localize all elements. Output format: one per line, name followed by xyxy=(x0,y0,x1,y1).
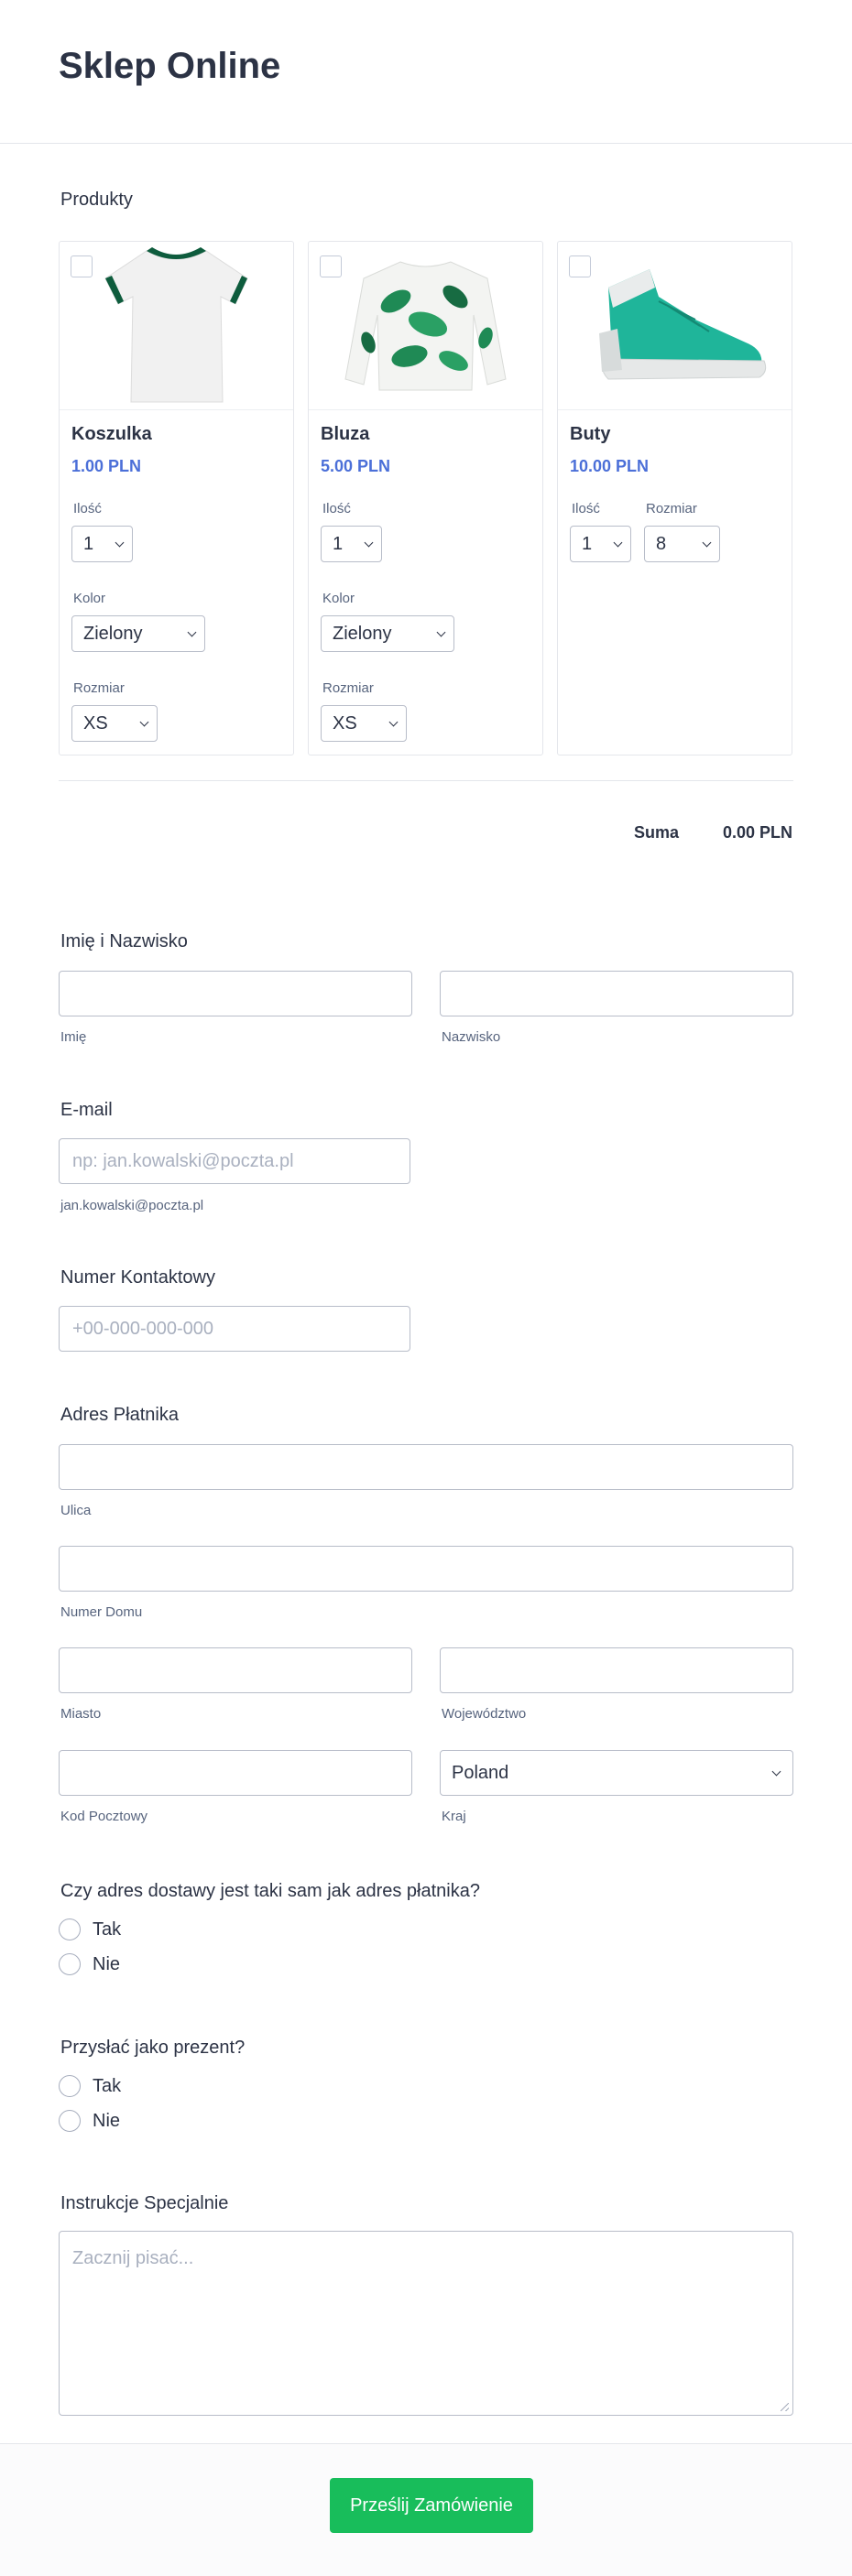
instructions-label: Instrukcje Specjalnie xyxy=(60,2193,229,2213)
chevron-down-icon xyxy=(188,628,197,637)
radio-circle xyxy=(59,1918,81,1940)
product-price: 5.00 PLN xyxy=(321,457,391,475)
size-label: Rozmiar xyxy=(322,680,374,696)
color-label: Kolor xyxy=(73,591,106,606)
radio-circle xyxy=(59,2110,81,2132)
product-price: 10.00 PLN xyxy=(570,457,650,475)
form-header xyxy=(0,0,852,144)
chevron-down-icon xyxy=(115,538,125,548)
city-sublabel: Miasto xyxy=(60,1706,102,1722)
quantity-select[interactable] xyxy=(321,526,382,562)
product-price: 1.00 PLN xyxy=(71,457,142,475)
first-name-input[interactable] xyxy=(59,971,412,1016)
quantity-select[interactable] xyxy=(570,526,631,562)
name-label: Imię i Nazwisko xyxy=(60,931,188,951)
sneaker-icon xyxy=(558,242,792,410)
color-label: Kolor xyxy=(322,591,355,606)
product-checkbox-bluza[interactable] xyxy=(320,255,342,277)
resize-handle-icon[interactable] xyxy=(781,2403,789,2411)
quantity-label: Ilość xyxy=(73,501,102,516)
instructions-placeholder: Zacznij pisać... xyxy=(72,2248,194,2268)
product-name: Buty xyxy=(570,424,611,444)
country-value: Poland xyxy=(452,1763,509,1783)
house-number-sublabel: Numer Domu xyxy=(60,1604,143,1620)
email-field[interactable]: np: jan.kowalski@poczta.pl xyxy=(59,1138,410,1184)
form-footer xyxy=(0,2443,852,2576)
gift-question: Przysłać jako prezent? xyxy=(60,2038,246,2058)
color-select[interactable] xyxy=(321,615,454,652)
product-card-koszulka xyxy=(59,241,294,755)
submit-button[interactable]: Prześlij Zamówienie xyxy=(330,2478,533,2533)
radio-label: Nie xyxy=(93,1954,121,1974)
size-value: XS xyxy=(333,713,357,734)
radio-circle xyxy=(59,1953,81,1975)
city-input[interactable] xyxy=(59,1647,412,1693)
country-sublabel: Kraj xyxy=(442,1809,466,1824)
instructions-textarea[interactable] xyxy=(59,2231,793,2416)
phone-label: Numer Kontaktowy xyxy=(60,1267,215,1288)
tshirt-icon xyxy=(60,242,293,410)
last-name-sublabel: Nazwisko xyxy=(442,1029,501,1045)
zip-input[interactable] xyxy=(59,1750,412,1796)
page-title: Sklep Online xyxy=(59,46,281,86)
zip-sublabel: Kod Pocztowy xyxy=(60,1809,148,1824)
chevron-down-icon xyxy=(614,538,623,548)
country-select[interactable] xyxy=(440,1750,793,1796)
email-sublabel: jan.kowalski@poczta.pl xyxy=(60,1198,204,1213)
address-label: Adres Płatnika xyxy=(60,1405,179,1425)
size-value: XS xyxy=(83,713,108,734)
product-card-buty xyxy=(557,241,792,755)
email-label: E-mail xyxy=(60,1100,113,1120)
color-value: Zielony xyxy=(333,624,392,644)
same-address-question: Czy adres dostawy jest taki sam jak adres płatnika? xyxy=(60,1881,480,1901)
radio-circle xyxy=(59,2075,81,2097)
quantity-label: Ilość xyxy=(572,501,600,516)
chevron-down-icon xyxy=(365,538,374,548)
color-value: Zielony xyxy=(83,624,143,644)
phone-field[interactable]: +00-000-000-000 xyxy=(59,1306,410,1352)
size-value: 8 xyxy=(656,534,667,554)
quantity-value: 1 xyxy=(83,534,94,554)
chevron-down-icon xyxy=(389,718,399,727)
radio-label: Tak xyxy=(93,2076,122,2096)
state-sublabel: Województwo xyxy=(442,1706,527,1722)
size-select[interactable] xyxy=(644,526,720,562)
last-name-input[interactable] xyxy=(440,971,793,1016)
products-label: Produkty xyxy=(60,190,133,210)
sweatshirt-icon xyxy=(309,242,542,410)
first-name-sublabel: Imię xyxy=(60,1029,87,1045)
house-number-input[interactable] xyxy=(59,1546,793,1592)
product-name: Bluza xyxy=(321,424,370,444)
sneaker-image xyxy=(558,242,792,410)
size-select[interactable] xyxy=(321,705,407,742)
sweatshirt-image xyxy=(309,242,542,410)
total-label: Suma xyxy=(634,823,680,842)
product-checkbox-buty[interactable] xyxy=(569,255,591,277)
quantity-value: 1 xyxy=(582,534,593,554)
chevron-down-icon xyxy=(772,1767,781,1777)
chevron-down-icon xyxy=(437,628,446,637)
tshirt-image xyxy=(60,242,293,410)
products-divider xyxy=(59,780,793,781)
size-label: Rozmiar xyxy=(73,680,125,696)
quantity-label: Ilość xyxy=(322,501,351,516)
chevron-down-icon xyxy=(703,538,712,548)
color-select[interactable] xyxy=(71,615,205,652)
radio-label: Nie xyxy=(93,2111,121,2131)
quantity-select[interactable] xyxy=(71,526,133,562)
chevron-down-icon xyxy=(140,718,149,727)
size-label: Rozmiar xyxy=(646,501,697,516)
radio-label: Tak xyxy=(93,1919,122,1940)
state-input[interactable] xyxy=(440,1647,793,1693)
total-value: 0.00 PLN xyxy=(722,823,792,842)
product-name: Koszulka xyxy=(71,424,152,444)
quantity-value: 1 xyxy=(333,534,344,554)
size-select[interactable] xyxy=(71,705,158,742)
street-input[interactable] xyxy=(59,1444,793,1490)
product-card-bluza xyxy=(308,241,543,755)
street-sublabel: Ulica xyxy=(60,1503,92,1518)
product-checkbox-koszulka[interactable] xyxy=(71,255,93,277)
